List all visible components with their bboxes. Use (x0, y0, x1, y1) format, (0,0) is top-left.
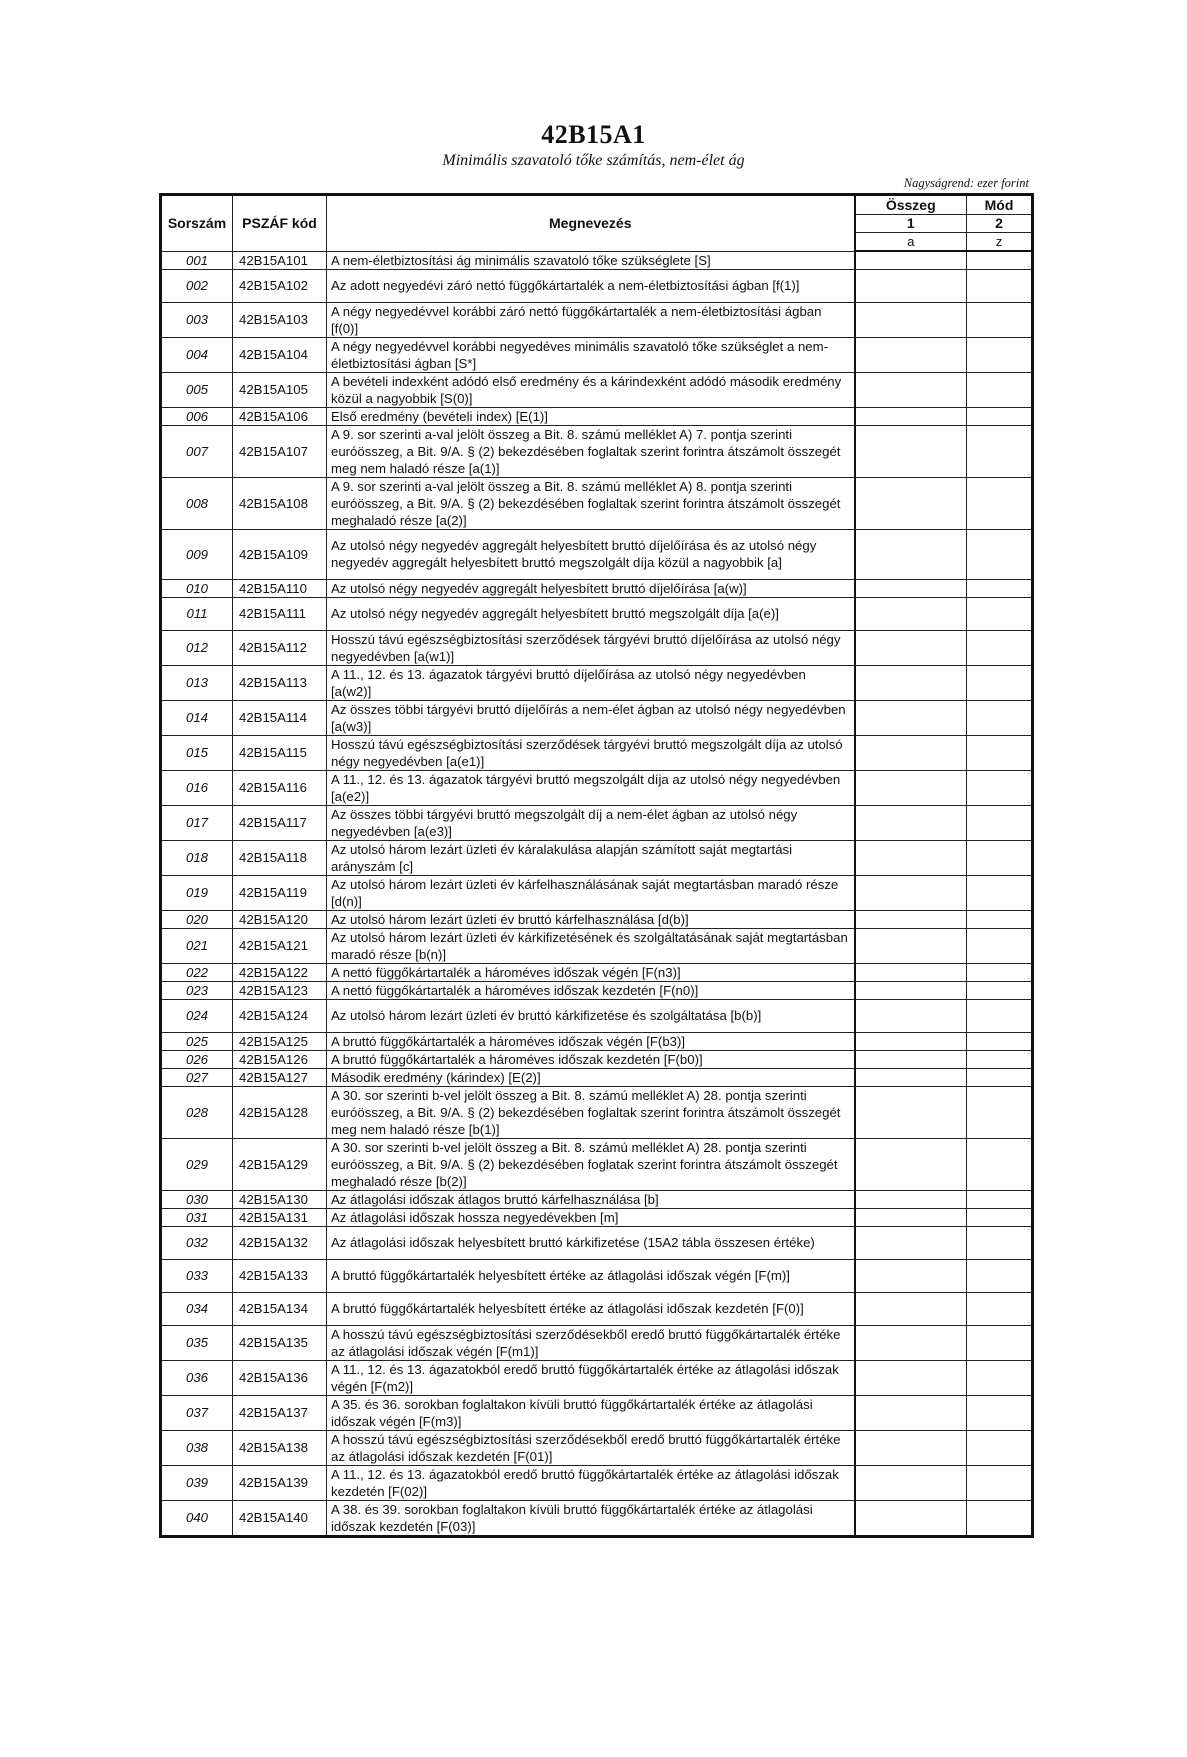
table-row (161, 1226, 1033, 1259)
row-osszeg-value (855, 735, 967, 770)
header-mod: Mód (967, 195, 1033, 215)
table-row (161, 251, 1033, 269)
row-number: 019 (161, 875, 233, 910)
table-row (161, 1190, 1033, 1208)
row-code: 42B15A102 (233, 269, 327, 302)
table-row (161, 735, 1033, 770)
row-mod-value (967, 579, 1033, 597)
table-row (161, 1325, 1033, 1360)
table-body (161, 251, 1033, 1536)
row-name: A 9. sor szerinti a-val jelölt összeg a Bit. 8. számú melléklet A) 7. pontja szerinti euróösszeg, a Bit. 9/A. § (2) bekezdésében foglaltak szerint forintra átszámolt összegét meg nem haladó része [a(1)] (327, 425, 855, 477)
row-name: A hosszú távú egészségbiztosítási szerződésekből eredő bruttó függőkártartalék értéke az átlagolási időszak kezdetén [F(01)] (327, 1430, 855, 1465)
table-row (161, 1292, 1033, 1325)
row-mod-value (967, 407, 1033, 425)
row-number: 034 (161, 1292, 233, 1325)
row-osszeg-value (855, 1325, 967, 1360)
table-row (161, 579, 1033, 597)
row-mod-value (967, 1465, 1033, 1500)
row-code: 42B15A131 (233, 1208, 327, 1226)
row-mod-value (967, 425, 1033, 477)
row-mod-value (967, 665, 1033, 700)
header-osszeg-letter: a (855, 233, 967, 252)
row-number: 039 (161, 1465, 233, 1500)
row-number: 033 (161, 1259, 233, 1292)
table-row (161, 665, 1033, 700)
row-mod-value (967, 1430, 1033, 1465)
row-number: 010 (161, 579, 233, 597)
row-name: Második eredmény (kárindex) [E(2)] (327, 1068, 855, 1086)
row-mod-value (967, 910, 1033, 928)
row-code: 42B15A132 (233, 1226, 327, 1259)
row-code: 42B15A123 (233, 981, 327, 999)
row-osszeg-value (855, 910, 967, 928)
row-osszeg-value (855, 579, 967, 597)
row-mod-value (967, 630, 1033, 665)
row-name: A 38. és 39. sorokban foglaltakon kívüli bruttó függőkártartalék értéke az átlagolási időszak kezdetén [F(03)] (327, 1500, 855, 1536)
row-mod-value (967, 251, 1033, 269)
row-code: 42B15A136 (233, 1360, 327, 1395)
row-mod-value (967, 372, 1033, 407)
row-name: Az átlagolási időszak átlagos bruttó kárfelhasználása [b] (327, 1190, 855, 1208)
row-name: A 11., 12. és 13. ágazatokból eredő bruttó függőkártartalék értéke az átlagolási időszak kezdetén [F(02)] (327, 1465, 855, 1500)
row-mod-value (967, 1032, 1033, 1050)
table-row (161, 302, 1033, 337)
table-row (161, 981, 1033, 999)
row-number: 023 (161, 981, 233, 999)
row-mod-value (967, 337, 1033, 372)
row-code: 42B15A109 (233, 529, 327, 579)
row-name: A nettó függőkártartalék a hároméves időszak kezdetén [F(n0)] (327, 981, 855, 999)
row-number: 009 (161, 529, 233, 579)
row-code: 42B15A103 (233, 302, 327, 337)
table-row (161, 910, 1033, 928)
table-row (161, 875, 1033, 910)
row-osszeg-value (855, 981, 967, 999)
table-row (161, 1259, 1033, 1292)
row-osszeg-value (855, 630, 967, 665)
row-code: 42B15A121 (233, 928, 327, 963)
row-name: Az utolsó három lezárt üzleti év bruttó kárfelhasználása [d(b)] (327, 910, 855, 928)
row-code: 42B15A112 (233, 630, 327, 665)
row-osszeg-value (855, 840, 967, 875)
row-name: A 11., 12. és 13. ágazatok tárgyévi bruttó megszolgált díja az utolsó négy negyedévben [a(e2)] (327, 770, 855, 805)
row-mod-value (967, 981, 1033, 999)
row-code: 42B15A124 (233, 999, 327, 1032)
row-mod-value (967, 928, 1033, 963)
row-code: 42B15A117 (233, 805, 327, 840)
table-row (161, 999, 1033, 1032)
row-osszeg-value (855, 269, 967, 302)
row-mod-value (967, 735, 1033, 770)
row-osszeg-value (855, 1226, 967, 1259)
row-osszeg-value (855, 770, 967, 805)
row-osszeg-value (855, 665, 967, 700)
row-mod-value (967, 1190, 1033, 1208)
header-osszeg: Összeg (855, 195, 967, 215)
row-name: A 9. sor szerinti a-val jelölt összeg a Bit. 8. számú melléklet A) 8. pontja szerinti euróösszeg, a Bit. 9/A. § (2) bekezdésében foglaltak szerint forintra átszámolt összegét meghaladó része [a(2)] (327, 477, 855, 529)
row-name: A 30. sor szerinti b-vel jelölt összeg a Bit. 8. számú melléklet A) 28. pontja szerinti euróösszeg, a Bit. 9/A. § (2) bekezdésében foglatak szerint forintra átszámolt összegét meghaladó része [b(2)] (327, 1138, 855, 1190)
row-code: 42B15A133 (233, 1259, 327, 1292)
row-code: 42B15A113 (233, 665, 327, 700)
row-number: 024 (161, 999, 233, 1032)
row-name: A 30. sor szerinti b-vel jelölt összeg a Bit. 8. számú melléklet A) 28. pontja szerinti euróösszeg, a Bit. 9/A. § (2) bekezdésében foglaltak szerint forintra átszámolt összegét meg nem haladó része [b(1)] (327, 1086, 855, 1138)
row-code: 42B15A120 (233, 910, 327, 928)
row-mod-value (967, 1259, 1033, 1292)
table-row (161, 407, 1033, 425)
row-mod-value (967, 1500, 1033, 1536)
row-code: 42B15A101 (233, 251, 327, 269)
table-row (161, 770, 1033, 805)
row-name: Az összes többi tárgyévi bruttó megszolgált díj a nem-élet ágban az utolsó négy negyedévben [a(e3)] (327, 805, 855, 840)
row-name: Hosszú távú egészségbiztosítási szerződések tárgyévi bruttó megszolgált díja az utolsó négy negyedévben [a(e1)] (327, 735, 855, 770)
row-osszeg-value (855, 1050, 967, 1068)
table-row (161, 963, 1033, 981)
row-number: 018 (161, 840, 233, 875)
row-number: 008 (161, 477, 233, 529)
row-mod-value (967, 1208, 1033, 1226)
table-row (161, 1395, 1033, 1430)
row-name: Az utolsó négy negyedév aggregált helyesbített bruttó díjelőírása [a(w)] (327, 579, 855, 597)
row-name: Hosszú távú egészségbiztosítási szerződések tárgyévi bruttó díjelőírása az utolsó négy negyedévben [a(w1)] (327, 630, 855, 665)
row-name: A bruttó függőkártartalék helyesbített értéke az átlagolási időszak végén [F(m)] (327, 1259, 855, 1292)
row-mod-value (967, 840, 1033, 875)
row-code: 42B15A105 (233, 372, 327, 407)
page-subtitle: Minimális szavatoló tőke számítás, nem-élet ág (442, 152, 745, 169)
row-number: 011 (161, 597, 233, 630)
row-number: 027 (161, 1068, 233, 1086)
row-osszeg-value (855, 1138, 967, 1190)
row-number: 020 (161, 910, 233, 928)
row-name: Az átlagolási időszak hossza negyedévekben [m] (327, 1208, 855, 1226)
row-name: A hosszú távú egészségbiztosítási szerződésekből eredő bruttó függőkártartalék értéke az átlagolási időszak végén [F(m1)] (327, 1325, 855, 1360)
table-row (161, 337, 1033, 372)
row-code: 42B15A107 (233, 425, 327, 477)
row-name: A négy negyedévvel korábbi negyedéves minimális szavatoló tőke szükséglet a nem-életbiztosítási ágban [S*] (327, 337, 855, 372)
row-osszeg-value (855, 805, 967, 840)
row-osszeg-value (855, 963, 967, 981)
row-name: Az utolsó három lezárt üzleti év kárfelhasználásának saját megtartásban maradó része [d(n)] (327, 875, 855, 910)
row-osszeg-value (855, 407, 967, 425)
row-code: 42B15A130 (233, 1190, 327, 1208)
row-code: 42B15A108 (233, 477, 327, 529)
row-mod-value (967, 700, 1033, 735)
table-row (161, 1465, 1033, 1500)
row-mod-value (967, 875, 1033, 910)
row-number: 016 (161, 770, 233, 805)
row-mod-value (967, 1292, 1033, 1325)
row-number: 002 (161, 269, 233, 302)
row-code: 42B15A138 (233, 1430, 327, 1465)
row-name: Az utolsó három lezárt üzleti év káralakulása alapján számított saját megtartási arányszám [c] (327, 840, 855, 875)
row-mod-value (967, 1226, 1033, 1259)
table-row (161, 1208, 1033, 1226)
row-mod-value (967, 529, 1033, 579)
row-number: 038 (161, 1430, 233, 1465)
row-osszeg-value (855, 1465, 967, 1500)
row-number: 032 (161, 1226, 233, 1259)
table-row (161, 1086, 1033, 1138)
unit-note: Nagyságrend: ezer forint (903, 176, 1029, 190)
row-number: 003 (161, 302, 233, 337)
row-osszeg-value (855, 477, 967, 529)
table-row (161, 630, 1033, 665)
row-code: 42B15A115 (233, 735, 327, 770)
row-code: 42B15A139 (233, 1465, 327, 1500)
header-mod-num: 2 (967, 215, 1033, 233)
table-row (161, 1360, 1033, 1395)
row-name: Az adott negyedévi záró nettó függőkártartalék a nem-életbiztosítási ágban [f(1)] (327, 269, 855, 302)
row-number: 029 (161, 1138, 233, 1190)
table-row (161, 529, 1033, 579)
row-name: Az átlagolási időszak helyesbített bruttó kárkifizetése (15A2 tábla összesen értéke) (327, 1226, 855, 1259)
row-number: 025 (161, 1032, 233, 1050)
row-name: Az utolsó négy negyedév aggregált helyesbített bruttó díjelőírása és az utolsó négy negyedév aggregált helyesbített bruttó megszolgált díja közül a nagyobbik [a] (327, 529, 855, 579)
row-code: 42B15A116 (233, 770, 327, 805)
row-number: 022 (161, 963, 233, 981)
row-number: 001 (161, 251, 233, 269)
table-row (161, 1500, 1033, 1536)
row-name: Az utolsó három lezárt üzleti év bruttó kárkifizetése és szolgáltatása [b(b)] (327, 999, 855, 1032)
row-number: 007 (161, 425, 233, 477)
table-row (161, 269, 1033, 302)
row-number: 040 (161, 1500, 233, 1536)
row-number: 035 (161, 1325, 233, 1360)
row-name: Az utolsó négy negyedév aggregált helyesbített bruttó megszolgált díja [a(e)] (327, 597, 855, 630)
row-osszeg-value (855, 1190, 967, 1208)
row-mod-value (967, 1395, 1033, 1430)
row-osszeg-value (855, 302, 967, 337)
table-row (161, 840, 1033, 875)
row-name: A négy negyedévvel korábbi záró nettó függőkártartalék a nem-életbiztosítási ágban [f(0)] (327, 302, 855, 337)
row-name: Az összes többi tárgyévi bruttó díjelőírás a nem-élet ágban az utolsó négy negyedévben [a(w3)] (327, 700, 855, 735)
row-osszeg-value (855, 1430, 967, 1465)
row-name: A bruttó függőkártartalék a hároméves időszak kezdetén [F(b0)] (327, 1050, 855, 1068)
header-pszaf-kod: PSZÁF kód (233, 195, 327, 252)
row-osszeg-value (855, 1500, 967, 1536)
row-osszeg-value (855, 529, 967, 579)
row-number: 015 (161, 735, 233, 770)
row-code: 42B15A122 (233, 963, 327, 981)
row-code: 42B15A110 (233, 579, 327, 597)
row-mod-value (967, 999, 1033, 1032)
row-osszeg-value (855, 1208, 967, 1226)
header-megnevezes: Megnevezés (327, 195, 855, 252)
row-number: 014 (161, 700, 233, 735)
row-mod-value (967, 1086, 1033, 1138)
row-mod-value (967, 302, 1033, 337)
row-number: 026 (161, 1050, 233, 1068)
page-title: 42B15A1 (541, 120, 646, 149)
table-row (161, 372, 1033, 407)
row-code: 42B15A111 (233, 597, 327, 630)
row-number: 031 (161, 1208, 233, 1226)
row-code: 42B15A104 (233, 337, 327, 372)
row-code: 42B15A140 (233, 1500, 327, 1536)
row-number: 021 (161, 928, 233, 963)
row-mod-value (967, 963, 1033, 981)
table-row (161, 1138, 1033, 1190)
table-row (161, 700, 1033, 735)
row-code: 42B15A128 (233, 1086, 327, 1138)
row-osszeg-value (855, 251, 967, 269)
row-osszeg-value (855, 425, 967, 477)
table-row (161, 928, 1033, 963)
row-code: 42B15A125 (233, 1032, 327, 1050)
row-number: 013 (161, 665, 233, 700)
row-code: 42B15A129 (233, 1138, 327, 1190)
table-row (161, 597, 1033, 630)
row-osszeg-value (855, 928, 967, 963)
row-number: 006 (161, 407, 233, 425)
row-mod-value (967, 770, 1033, 805)
row-osszeg-value (855, 1292, 967, 1325)
row-osszeg-value (855, 337, 967, 372)
row-code: 42B15A135 (233, 1325, 327, 1360)
row-code: 42B15A126 (233, 1050, 327, 1068)
row-mod-value (967, 805, 1033, 840)
row-mod-value (967, 1138, 1033, 1190)
row-osszeg-value (855, 1259, 967, 1292)
row-osszeg-value (855, 1360, 967, 1395)
table-row (161, 805, 1033, 840)
row-mod-value (967, 1360, 1033, 1395)
row-osszeg-value (855, 1395, 967, 1430)
row-osszeg-value (855, 875, 967, 910)
row-osszeg-value (855, 1068, 967, 1086)
data-table (159, 193, 1034, 1538)
table-row (161, 1050, 1033, 1068)
row-mod-value (967, 269, 1033, 302)
row-number: 036 (161, 1360, 233, 1395)
row-osszeg-value (855, 372, 967, 407)
row-number: 028 (161, 1086, 233, 1138)
row-name: A 35. és 36. sorokban foglaltakon kívüli bruttó függőkártartalék értéke az átlagolási időszak végén [F(m3)] (327, 1395, 855, 1430)
row-mod-value (967, 477, 1033, 529)
row-name: Első eredmény (bevételi index) [E(1)] (327, 407, 855, 425)
row-number: 012 (161, 630, 233, 665)
row-name: A bruttó függőkártartalék a hároméves időszak végén [F(b3)] (327, 1032, 855, 1050)
row-osszeg-value (855, 1086, 967, 1138)
row-number: 005 (161, 372, 233, 407)
header-sorszam: Sorszám (161, 195, 233, 252)
row-name: A bruttó függőkártartalék helyesbített értéke az átlagolási időszak kezdetén [F(0)] (327, 1292, 855, 1325)
row-code: 42B15A118 (233, 840, 327, 875)
row-mod-value (967, 1050, 1033, 1068)
table-row (161, 1430, 1033, 1465)
row-mod-value (967, 597, 1033, 630)
row-name: A 11., 12. és 13. ágazatokból eredő bruttó függőkártartalék értéke az átlagolási időszak végén [F(m2)] (327, 1360, 855, 1395)
row-name: A nettó függőkártartalék a hároméves időszak végén [F(n3)] (327, 963, 855, 981)
table-row (161, 1032, 1033, 1050)
row-code: 42B15A114 (233, 700, 327, 735)
row-number: 030 (161, 1190, 233, 1208)
row-osszeg-value (855, 597, 967, 630)
row-name: A bevételi indexként adódó első eredmény és a kárindexként adódó második eredmény közül a nagyobbik [S(0)] (327, 372, 855, 407)
row-code: 42B15A119 (233, 875, 327, 910)
table-row (161, 477, 1033, 529)
row-mod-value (967, 1325, 1033, 1360)
row-name: A 11., 12. és 13. ágazatok tárgyévi bruttó díjelőírása az utolsó négy negyedévben [a(w2)] (327, 665, 855, 700)
row-number: 017 (161, 805, 233, 840)
row-code: 42B15A137 (233, 1395, 327, 1430)
row-number: 037 (161, 1395, 233, 1430)
table-row (161, 1068, 1033, 1086)
row-code: 42B15A134 (233, 1292, 327, 1325)
header-mod-letter: z (967, 233, 1033, 252)
row-code: 42B15A106 (233, 407, 327, 425)
row-mod-value (967, 1068, 1033, 1086)
row-osszeg-value (855, 700, 967, 735)
row-osszeg-value (855, 1032, 967, 1050)
header-osszeg-num: 1 (855, 215, 967, 233)
row-osszeg-value (855, 999, 967, 1032)
row-name: Az utolsó három lezárt üzleti év kárkifizetésének és szolgáltatásának saját megtartásban maradó része [b(n)] (327, 928, 855, 963)
row-code: 42B15A127 (233, 1068, 327, 1086)
table-row (161, 425, 1033, 477)
row-name: A nem-életbiztosítási ág minimális szavatoló tőke szükséglete [S] (327, 251, 855, 269)
row-number: 004 (161, 337, 233, 372)
